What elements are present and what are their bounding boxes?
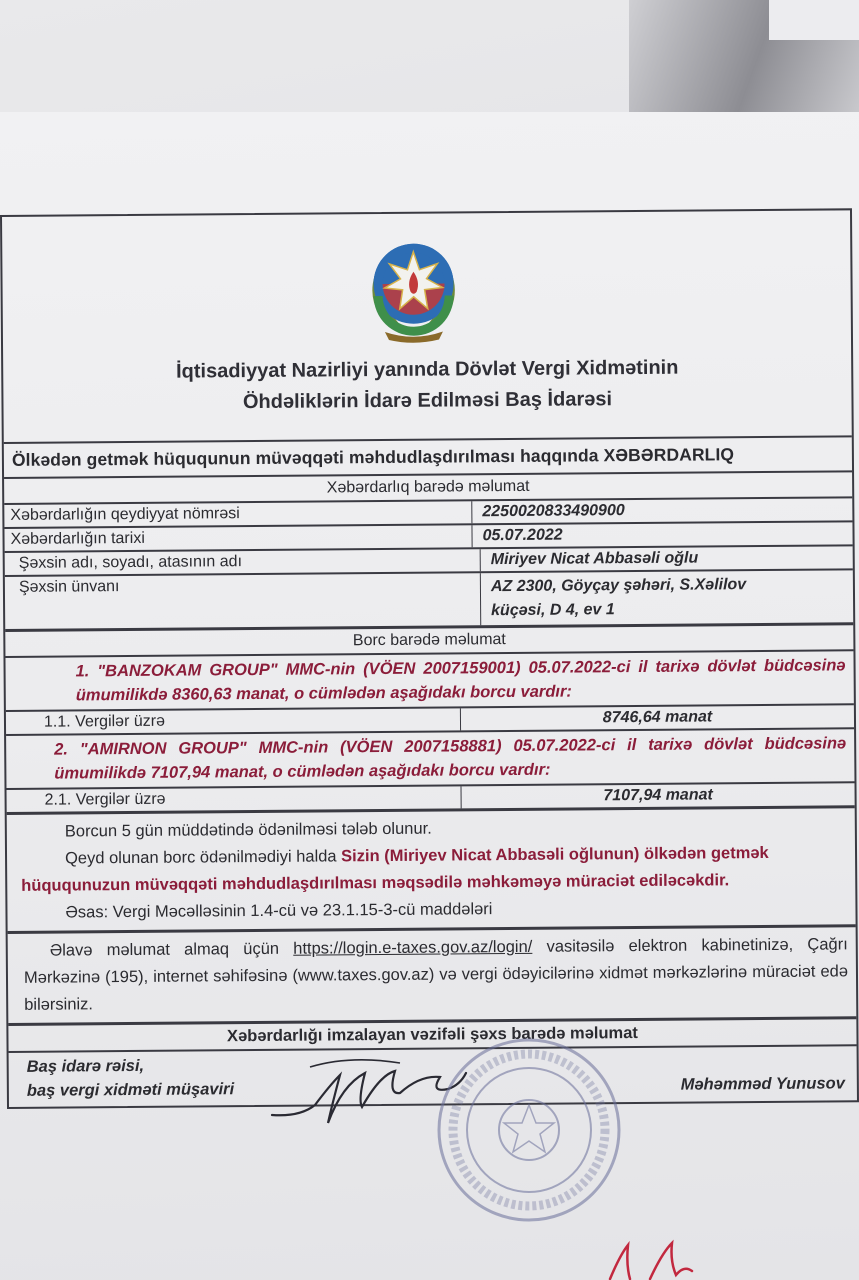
- document-frame: [0, 208, 859, 1109]
- person-name-value: Miriyev Nicat Abbasəli oğlu: [490, 549, 699, 569]
- contact-info-text-end: vasitəsilə elektron kabinetinizə, Çağrı Mərkəzinə (195), internet səhifəsinə (www.taxes.gov.az) və vergi ödəyicilərinə xidmət mərkəzlərinə müraciət edə bilərsiniz.: [23, 935, 849, 1014]
- registration-number-value: 2250020833490900: [482, 502, 625, 521]
- info-block-row: [8, 924, 857, 1023]
- red-mark: [600, 1235, 720, 1280]
- debt-info-title: Borc barədə məlumat: [352, 631, 506, 650]
- warning-date-value: 05.07.2022: [482, 526, 563, 545]
- notice-row: [7, 805, 856, 931]
- notice-block: [7, 808, 856, 931]
- e-taxes-login-link[interactable]: https://login.e-taxes.gov.az/login/: [293, 937, 533, 958]
- registration-number-label: Xəbərdarlığın qeydiyyat nömrəsi: [4, 501, 472, 527]
- person-address-value: AZ 2300, Göyçay şəhəri, S.Xəlilov küçəsi, D 4, ev 1: [490, 576, 747, 620]
- notice-court-warning: Sizin (Miriyev Nicat Abbasəli oğlunun) ölkədən getmək hüququnuzun müvəqqəti məhdudlaşdırılması məqsədilə məhkəməyə müraciət ediləcəkdir.: [21, 843, 769, 895]
- contact-info-text-start: Əlavə məlumat almaq üçün: [49, 939, 294, 960]
- state-emblem-icon: [364, 235, 463, 346]
- debt-item-row: [5, 649, 853, 710]
- official-stamp-icon: [432, 1035, 627, 1225]
- warning-banner: Ölkədən getmək hüququnun müvəqqəti məhdudlaşdırılması haqqında XƏBƏRDARLIQ: [11, 444, 735, 470]
- signer-name: Məhəmməd Yunusov: [680, 1074, 845, 1094]
- contact-info-block: [8, 927, 857, 1023]
- notice-legal-basis: Əsas: Vergi Məcəlləsinin 1.4-cü və 23.1.15-3-cü maddələri: [65, 900, 493, 922]
- debt-item-2-sub-value: 7107,94 manat: [603, 786, 713, 805]
- signer-info-title: Xəbərdarlığı imzalayan vəzifəli şəxs barədə məlumat: [226, 1024, 638, 1046]
- debt-item-2-sub-label: 2.1. Vergilər üzrə: [7, 786, 462, 812]
- document-header: [2, 210, 852, 442]
- background-shadow: [629, 0, 859, 115]
- notice-payment-demand: Borcun 5 gün müddətində ödənilməsi tələb olunur.: [64, 819, 432, 841]
- document-title-line2: Öhdəliklərin İdarə Edilməsi Baş İdarəsi: [242, 388, 613, 414]
- signer-position-line2: baş vergi xidməti müşaviri: [26, 1080, 235, 1100]
- signer-position: [27, 1053, 235, 1103]
- info-row: [5, 568, 853, 629]
- person-address-label: Şəxsin ünvanı: [5, 573, 481, 629]
- signer-position-line1: Baş idarə rəisi,: [26, 1056, 145, 1076]
- debt-item-1-sub-value: 8746,64 manat: [602, 708, 713, 727]
- notice-condition: Qeyd olunan borc ödənilmədiyi halda: [64, 847, 342, 868]
- warning-document: [0, 208, 859, 1109]
- debt-item-row: [6, 727, 854, 788]
- warning-banner-row: [4, 435, 852, 477]
- debt-item-1-sub-label: 1.1. Vergilər üzrə: [6, 708, 461, 734]
- debt-item-2-text: 2. "AMIRNON GROUP" MMC-nin (VÖEN 2007158881) 05.07.2022-ci il tarixə dövlət büdcəsinə ümumilikdə 7107,94 manat, o cümlədən aşağıdakı borcu vardır:: [54, 734, 847, 783]
- warning-date-label: Xəbərdarlığın tarixi: [4, 525, 472, 551]
- document-title-line1: İqtisadiyyat Nazirliyi yanında Dövlət Vergi Xidmətinin: [175, 356, 679, 383]
- debt-item-1-text: 1. "BANZOKAM GROUP" MMC-nin (VÖEN 2007159001) 05.07.2022-ci il tarixə dövlət büdcəsinə ümumilikdə 8360,63 manat, o cümlədən aşağıdakı borcu vardır:: [75, 656, 846, 705]
- warning-info-title: Xəbərdarlıq barədə məlumat: [326, 477, 530, 497]
- person-name-label: Şəxsin adı, soyadı, atasının adı: [5, 549, 481, 575]
